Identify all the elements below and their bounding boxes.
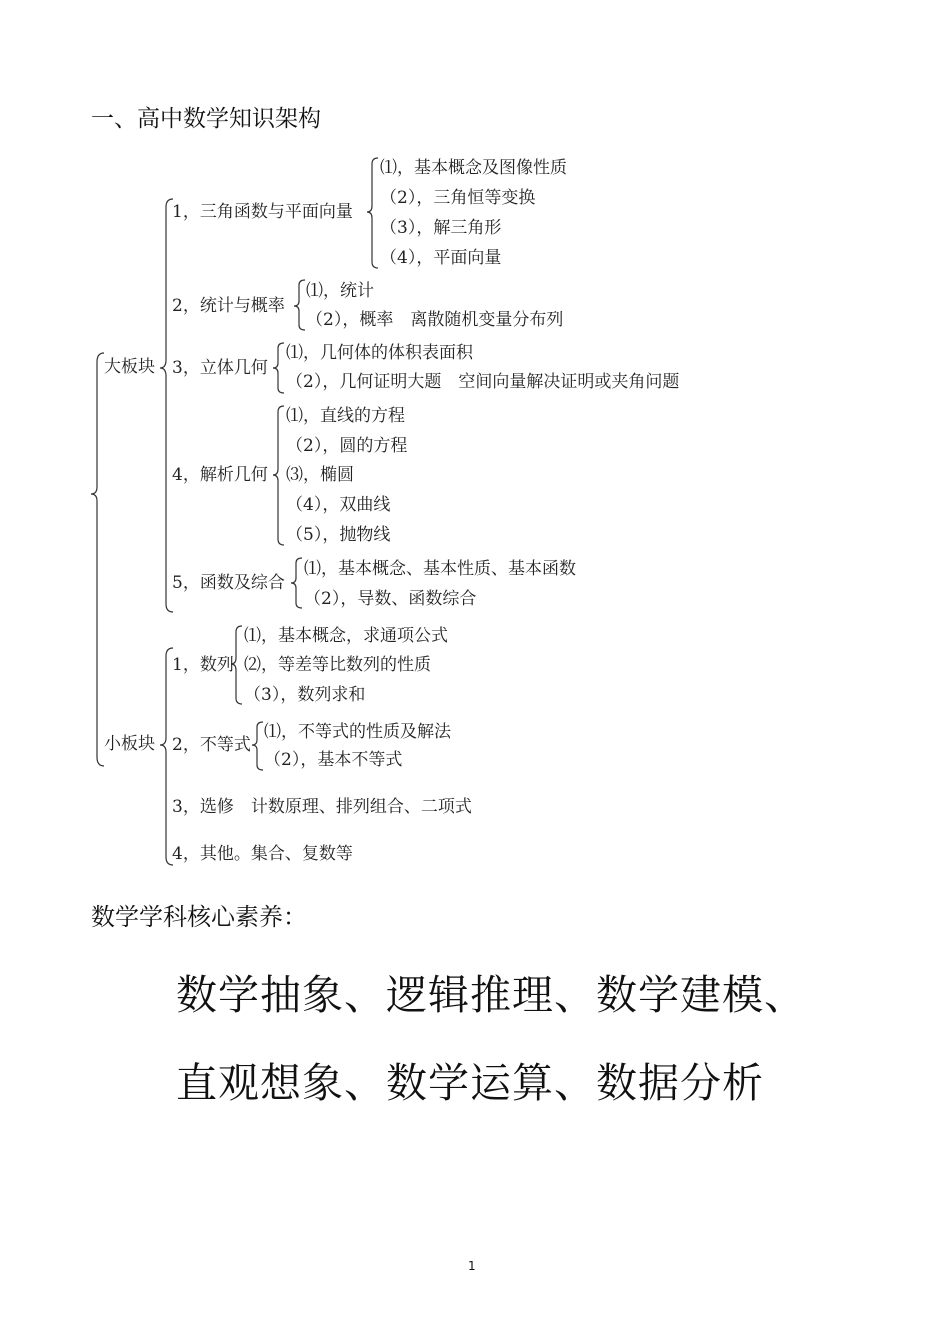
- big-item-3: 3，立体几何: [172, 358, 268, 378]
- page-number: 1: [468, 1259, 476, 1273]
- small-bracket: [160, 648, 173, 865]
- section-title: 一、高中数学知识架构: [91, 106, 321, 132]
- sub-item: （2），导数、函数综合: [304, 589, 477, 609]
- sub-item: （4），平面向量: [380, 248, 502, 268]
- small-item-4: 4，其他。集合、复数等: [172, 844, 353, 864]
- sub-item: ⑴，统计: [306, 281, 374, 301]
- sub-item: ⑴，基本概念及图像性质: [380, 158, 567, 178]
- small-item-2: 2，不等式: [172, 735, 251, 755]
- sub-bracket-analytic: [273, 406, 284, 545]
- sub-item: （4），双曲线: [286, 495, 391, 515]
- sub-bracket-trig: [367, 158, 378, 268]
- sub-item: ⑴，基本概念、基本性质、基本函数: [304, 559, 576, 579]
- sub-item: （2），圆的方程: [286, 436, 408, 456]
- sub-item: ⑴，几何体的体积表面积: [286, 343, 473, 363]
- sub-item: ⑵，等差等比数列的性质: [244, 655, 431, 675]
- big-item-1: 1，三角函数与平面向量: [172, 202, 353, 222]
- big-bracket: [160, 199, 173, 612]
- sub-bracket-func: [291, 558, 302, 608]
- sub-item: （2），基本不等式: [264, 750, 403, 770]
- small-item-1: 1，数列: [172, 655, 234, 675]
- core-line-1: 数学抽象、逻辑推理、数学建模、: [176, 971, 806, 1019]
- sub-item: （5），抛物线: [286, 525, 391, 545]
- sub-item: （2），几何证明大题 空间向量解决证明或夹角问题: [286, 372, 680, 392]
- root-bracket: [91, 353, 104, 766]
- sub-item: ⑴，不等式的性质及解法: [264, 722, 451, 742]
- big-item-4: 4，解析几何: [172, 465, 268, 485]
- sub-bracket-ineq: [252, 722, 263, 770]
- sub-bracket-stat: [294, 280, 305, 330]
- sub-item: ⑶，椭圆: [286, 465, 354, 485]
- core-title: 数学学科核心素养：: [91, 903, 307, 931]
- sub-item: （3），解三角形: [380, 218, 502, 238]
- small-block-label: 小板块: [104, 734, 155, 754]
- sub-item: （3），数列求和: [244, 685, 366, 705]
- big-item-2: 2，统计与概率: [172, 296, 285, 316]
- big-block-label: 大板块: [104, 357, 155, 377]
- sub-item: （2），概率 离散随机变量分布列: [306, 310, 564, 330]
- core-line-2: 直观想象、数学运算、数据分析: [176, 1059, 764, 1107]
- big-item-5: 5，函数及综合: [172, 573, 285, 593]
- sub-item: （2），三角恒等变换: [380, 188, 536, 208]
- sub-item: ⑴，基本概念，求通项公式: [244, 626, 448, 646]
- sub-bracket-solid: [273, 343, 284, 393]
- sub-item: ⑴，直线的方程: [286, 406, 405, 426]
- small-item-3: 3，选修 计数原理、排列组合、二项式: [172, 797, 472, 817]
